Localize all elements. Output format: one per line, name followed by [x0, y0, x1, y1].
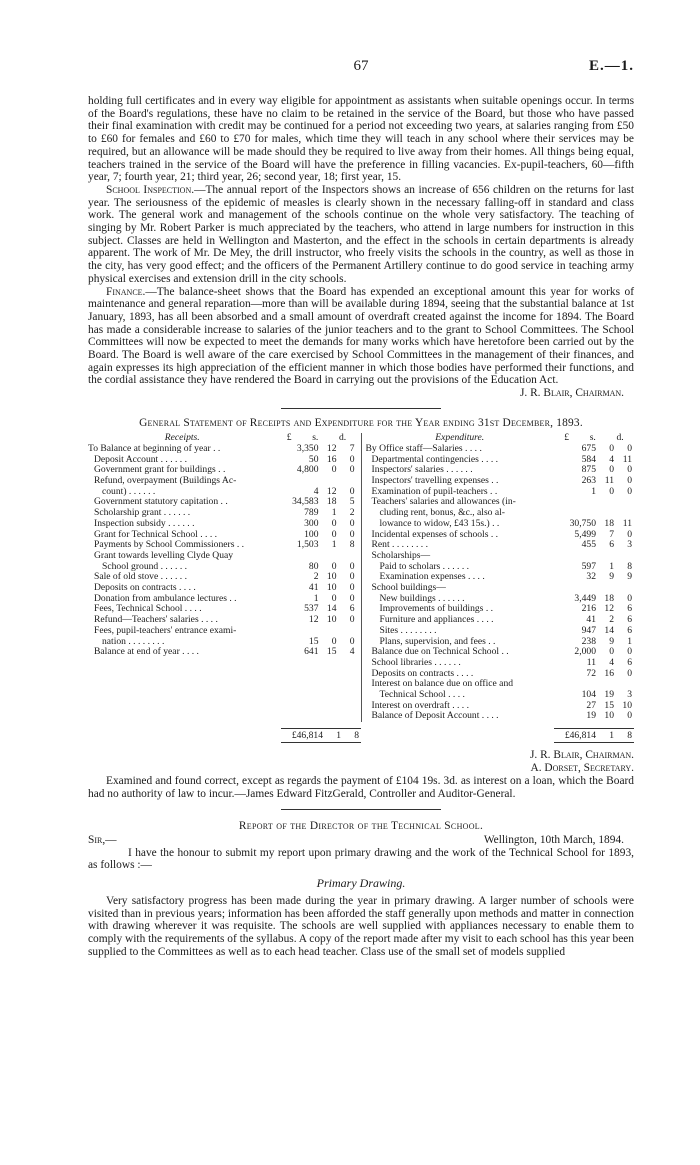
amount-shillings: 0 — [331, 528, 337, 540]
expenditure-column — [362, 433, 635, 722]
amount-pence: 3 — [627, 539, 632, 551]
amount-pounds: 12 — [308, 614, 319, 626]
amount-shillings: 10 — [604, 710, 614, 722]
item-amount — [277, 444, 357, 455]
item-description: Balance at end of year . . . . — [94, 647, 199, 658]
amount-pence: 0 — [349, 464, 355, 476]
item-amount — [277, 551, 357, 562]
amount-pence: 6 — [627, 624, 632, 636]
item-amount — [277, 626, 357, 637]
item-amount — [277, 519, 357, 530]
amount-pounds: 675 — [581, 442, 596, 454]
amount-shillings: 10 — [326, 614, 337, 626]
item-description: nation . . . . . . . . — [102, 636, 165, 647]
amount-pounds: 455 — [581, 539, 596, 551]
receipts-rows — [88, 444, 357, 658]
item-description: Rent . . . . . . . . — [371, 540, 428, 551]
item-description: School buildings— — [371, 583, 446, 594]
item-description: Government grant for buildings . . — [94, 465, 226, 476]
paragraph-school-inspection — [88, 184, 634, 286]
item-description: Deposits on contracts . . . . — [94, 583, 196, 594]
item-description: School libraries . . . . . . — [371, 657, 461, 668]
audit-note: Examined and found correct, except as regards the payment of £104 19s. 3d. as interest on a loan, which the Board had no authority of law to incur.—James Edward FitzGerald, Controller and Auditor-General. — [88, 775, 634, 800]
section-subheading: Primary Drawing. — [316, 875, 406, 890]
expenditure-row — [366, 444, 635, 455]
statement-totals — [88, 728, 634, 743]
paragraph-teachers: holding full certificates and in every way eligible for appointment as assistants when suitable openings occur. In terms of the Board's regulations, these have no claim to be retained in the service of the Board, but those who have passed their final examination with credit may be continued for a period not exceeding two years, at salaries ranging from £50 to £60 for females and £60 to £70 for males, which time they will teach in any school where their services may be required, but an allowance will be made should they be required to live away from their homes. All things being equal, teachers trained in the service of the Board will have the preference in filling vacancies. Ex-pupil-teachers, 60—fifth year, 7; fourth year, 21; third year, 26; second year, 18; first year, 15. — [88, 95, 634, 184]
amount-pounds: 41 — [308, 582, 319, 594]
amount-shillings: 12 — [604, 603, 614, 615]
amount-shillings: 0 — [609, 646, 614, 658]
salutation-line — [88, 834, 634, 847]
signature-chairman: J. R. Blair, Chairman. — [519, 387, 624, 400]
item-description: To Balance at beginning of year . . — [88, 443, 221, 454]
expenditure-rows — [366, 444, 635, 722]
pence-label: d. — [338, 432, 347, 444]
expenditure-total-cell — [361, 728, 634, 743]
amount-pounds: 30,750 — [569, 517, 596, 529]
signature-secretary: A. Dorset, Secretary. — [530, 762, 634, 775]
amount-pence: 11 — [622, 517, 632, 529]
amount-shillings — [319, 551, 337, 562]
amount-pence: 9 — [627, 571, 632, 583]
amount-pounds: 584 — [581, 453, 596, 465]
amount-shillings: 15 — [326, 646, 337, 658]
item-description: Refund—Teachers' salaries . . . . — [94, 615, 218, 626]
expenditure-row — [366, 487, 635, 498]
amount-pounds: 50 — [308, 453, 319, 465]
amount-pence — [614, 497, 632, 508]
expenditure-row — [366, 551, 635, 562]
item-description: Fees, pupil-teachers' entrance exami- — [94, 625, 237, 636]
amount-pence: 0 — [349, 453, 355, 465]
amount-pounds: 238 — [581, 635, 596, 647]
amount-shillings — [319, 626, 337, 637]
item-amount — [554, 519, 634, 530]
document-reference: E.—1. — [588, 58, 634, 74]
item-description: Sites . . . . . . . . — [379, 625, 437, 636]
amount-pounds: 4,800 — [296, 464, 319, 476]
amount-pounds: 216 — [581, 603, 596, 615]
amount-shillings: 16 — [604, 667, 614, 679]
amount-shillings: 16 — [326, 453, 337, 465]
amount-pounds: 100 — [304, 528, 319, 540]
statement-title: General Statement of Receipts and Expenditure for the Year ending 31st December, 1893. — [139, 417, 583, 430]
amount-pence: 0 — [627, 646, 632, 658]
amount-pence: 0 — [627, 464, 632, 476]
amount-pounds: 300 — [304, 517, 319, 529]
amount-shillings: 7 — [609, 528, 614, 540]
amount-shillings: 10 — [326, 571, 337, 583]
total-pounds: £46,814 — [291, 730, 323, 742]
item-amount — [277, 465, 357, 476]
receipts-column — [88, 433, 362, 722]
item-description: Technical School . . . . — [379, 690, 465, 701]
page-number: 67 — [353, 58, 369, 74]
amount-pounds: 947 — [581, 624, 596, 636]
amount-pence: 10 — [622, 699, 632, 711]
expenditure-row — [366, 711, 635, 722]
amount-pence — [337, 626, 355, 637]
amount-pounds: 4 — [313, 485, 319, 497]
amount-pounds: 34,583 — [292, 496, 319, 508]
amount-pounds — [277, 626, 319, 637]
amount-shillings: 14 — [326, 603, 337, 615]
amount-pence: 0 — [349, 485, 355, 497]
amount-shillings: 0 — [331, 560, 337, 572]
amount-pounds — [277, 476, 319, 487]
item-amount — [277, 540, 357, 551]
item-description: Furniture and appliances . . . . — [379, 615, 494, 626]
divider — [281, 809, 441, 810]
amount-shillings: 0 — [609, 485, 614, 497]
amount-pence: 0 — [627, 474, 632, 486]
amount-pence: 0 — [627, 528, 632, 540]
amount-pounds: 875 — [581, 464, 596, 476]
receipt-row — [88, 551, 357, 562]
amount-pounds: 597 — [581, 560, 596, 572]
signature-block — [88, 749, 634, 775]
expenditure-row — [366, 669, 635, 680]
amount-pence: 5 — [349, 496, 355, 508]
total-shillings: 1 — [336, 730, 341, 742]
amount-pounds: 1 — [591, 485, 596, 497]
amount-pence: 0 — [349, 614, 355, 626]
item-description: By Office staff—Salaries . . . . — [365, 443, 482, 454]
amount-shillings — [596, 497, 614, 508]
item-description: Inspectors' salaries . . . . . . — [371, 465, 473, 476]
amount-shillings: 0 — [609, 442, 614, 454]
amount-shillings: 11 — [604, 474, 614, 486]
total-pence: 8 — [354, 730, 359, 742]
shillings-label: s. — [589, 432, 596, 444]
item-description: Deposit Account . . . . . . — [94, 454, 187, 465]
amount-pence: 0 — [349, 560, 355, 572]
item-description: Government statutory capitation . . — [94, 497, 228, 508]
amount-pence: 2 — [349, 507, 355, 519]
item-amount — [554, 711, 634, 722]
document-body — [88, 95, 634, 958]
amount-shillings: 9 — [609, 635, 614, 647]
section-lead: School Inspection. — [106, 183, 195, 196]
item-description: Inspection subsidy . . . . . . — [94, 518, 195, 529]
item-description: Scholarship grant . . . . . . — [94, 508, 191, 519]
amount-pence: 7 — [349, 442, 355, 454]
amount-pence: 4 — [349, 646, 355, 658]
amount-pence: 6 — [627, 614, 632, 626]
receipt-row — [88, 647, 357, 658]
amount-shillings: 12 — [326, 442, 337, 454]
amount-shillings: 4 — [609, 453, 614, 465]
total-pence: 8 — [627, 730, 632, 742]
amount-shillings: 1 — [331, 539, 337, 551]
amount-pounds: 32 — [586, 571, 596, 583]
item-description: School ground . . . . . . — [102, 561, 188, 572]
item-description: Balance due on Technical School . . — [371, 647, 509, 658]
divider — [281, 408, 441, 409]
amount-pence — [337, 551, 355, 562]
item-description: Examination of pupil-teachers . . — [371, 486, 498, 497]
paragraph-text: —The balance-sheet shows that the Board has expended an exceptional amount this year for works of maintenance and general reparation—more than will be available during 1894, seeing that the substantial balance at 1st January, 1893, has all been absorbed and a small amount of overdraft created against the income for 1894. The Board has made a considerable increase to salaries of the junior teachers and to the grant to School Committees. The School Committees will now be expected to meet the demands for many works which have heretofore been carried out by the Board. The Board is well aware of the care exercised by School Committees in the management of their finances, and again expresses its high appreciation of the efficient manner in which those bodies have performed their functions, and the cordial assistance they have rendered the Board in carrying out the provisions of the Education Act. — [88, 285, 634, 387]
amount-pounds: 789 — [304, 507, 319, 519]
place-date: Wellington, 10th March, 1894. — [483, 833, 624, 846]
amount-pence: 0 — [349, 517, 355, 529]
item-description: lowance to widow, £43 15s.) . . — [379, 518, 500, 529]
report-title: Report of the Director of the Technical School. — [238, 819, 484, 832]
expenditure-row — [366, 572, 635, 583]
amount-pounds: 1 — [313, 592, 319, 604]
amount-pence: 8 — [627, 560, 632, 572]
pence-label: d. — [616, 432, 624, 444]
amount-shillings: 0 — [331, 517, 337, 529]
receipts-heading: Receipts. — [164, 432, 200, 444]
expenditure-row — [366, 497, 635, 508]
item-description: Sale of old stove . . . . . . — [94, 572, 187, 583]
amount-pounds: 11 — [586, 656, 596, 668]
amount-shillings: 18 — [604, 517, 614, 529]
item-description: Balance of Deposit Account . . . . — [371, 711, 499, 722]
report-intro: I have the honour to submit my report upon primary drawing and the work of the Technical School for 1893, as follows :— — [88, 846, 634, 872]
item-description: New buildings . . . . . . — [379, 593, 465, 604]
amount-shillings: 0 — [609, 464, 614, 476]
amount-pounds: 72 — [586, 667, 596, 679]
report-paragraph: Very satisfactory progress has been made during the year in primary drawing. A larger number of schools were visited than in previous years; information has been afforded the staff generally upon methods and matter in connection with drawing wherever it was requisite. The schools are well supplied with appliances necessary to enable them to comply with the requirements of the syllabus. A copy of the report made after my visit to each school has this year been supplied to the Committees as well as to each head teacher. Class use of the small set of models supplied — [88, 894, 634, 958]
amount-shillings: 9 — [609, 571, 614, 583]
amount-pence: 6 — [349, 603, 355, 615]
item-description: Departmental contingencies . . . . — [371, 454, 499, 465]
amount-pence: 0 — [627, 592, 632, 604]
item-description: Fees, Technical School . . . . — [94, 604, 202, 615]
amount-shillings: 0 — [331, 635, 337, 647]
amount-pounds: 2,000 — [574, 646, 596, 658]
item-amount — [554, 540, 634, 551]
amount-pence: 0 — [627, 485, 632, 497]
paragraph-text: —The annual report of the Inspectors shows an increase of 656 children on the returns for last year. The seriousness of the epidemic of measles is clearly shown in the necessary falling-off in standard and class work. The general work and management of the schools continue on the whole very satisfactory. The teaching of singing by Mr. Robert Parker is much appreciated by the teachers, who attend in large numbers for instruction in this subject. Classes are held in Wellington and Masterton, and the effect in the schools in certain departments is already apparent. The work of Mr. De Mey, the drill instructor, who freely visits the schools in the country, as well as those in the city, has very good effect; and the officers of the Permanent Artillery continue to do good service in teaching army physical exercises and extension drill in the city schools. — [88, 183, 634, 285]
item-description: Inspectors' travelling expenses . . — [371, 475, 499, 486]
amount-pounds: 5,499 — [574, 528, 596, 540]
amount-shillings: 18 — [604, 592, 614, 604]
item-amount — [554, 497, 634, 508]
amount-shillings: 14 — [604, 624, 614, 636]
expenditure-total — [554, 728, 634, 743]
amount-pounds — [554, 551, 596, 562]
amount-shillings: 12 — [326, 485, 337, 497]
item-amount — [277, 647, 357, 658]
expenditure-row — [366, 519, 635, 530]
section-lead: Finance. — [106, 285, 146, 298]
expenditure-row — [366, 540, 635, 551]
amount-pounds: 80 — [308, 560, 319, 572]
expenditure-heading: Expenditure. — [435, 432, 485, 444]
receipt-row — [88, 615, 357, 626]
item-description: Payments by School Commissioners . . — [94, 540, 245, 551]
item-amount — [554, 572, 634, 583]
amount-pence: 0 — [349, 592, 355, 604]
amount-pence: 0 — [349, 582, 355, 594]
amount-pounds: 1,503 — [296, 539, 319, 551]
amount-pounds: 41 — [586, 614, 596, 626]
amount-pence: 3 — [627, 689, 632, 701]
amount-pence: 11 — [622, 453, 632, 465]
item-description: Donation from ambulance lectures . . — [94, 593, 237, 604]
receipt-row — [88, 540, 357, 551]
signature-chairman-2: J. R. Blair, Chairman. — [529, 749, 634, 762]
shillings-label: s. — [312, 432, 319, 444]
item-amount — [277, 615, 357, 626]
paragraph-finance — [88, 286, 634, 388]
amount-pence: 1 — [627, 635, 632, 647]
amount-shillings: 1 — [609, 560, 614, 572]
amount-pence — [614, 551, 632, 562]
amount-shillings: 6 — [609, 539, 614, 551]
amount-pence: 0 — [627, 442, 632, 454]
page-header — [88, 58, 634, 78]
item-amount — [554, 487, 634, 498]
amount-pence: 6 — [627, 656, 632, 668]
expenditure-row — [366, 626, 635, 637]
item-amount — [554, 626, 634, 637]
amount-shillings: 0 — [331, 464, 337, 476]
amount-shillings: 4 — [609, 656, 614, 668]
amount-pence: 0 — [627, 667, 632, 679]
item-description: Paid to scholars . . . . . . — [379, 561, 470, 572]
pounds-label: £ — [564, 432, 570, 444]
amount-shillings: 0 — [331, 592, 337, 604]
receipt-row — [88, 465, 357, 476]
item-description: Interest on balance due on office and — [371, 679, 514, 690]
item-description: cluding rent, bonus, &c., also al- — [379, 508, 505, 519]
amount-pounds: 2 — [313, 571, 319, 583]
amount-pounds — [554, 497, 596, 508]
item-description: Deposits on contracts . . . . — [371, 668, 474, 679]
amount-pounds: 104 — [581, 689, 596, 701]
amount-shillings: 2 — [609, 614, 614, 626]
amount-pence: 0 — [349, 528, 355, 540]
item-description: count) . . . . . . — [102, 486, 156, 497]
amount-pence: 0 — [349, 635, 355, 647]
amount-pence: 0 — [627, 710, 632, 722]
amount-pounds: 27 — [586, 699, 596, 711]
salutation: Sir,— — [88, 833, 117, 846]
amount-pounds: 537 — [304, 603, 319, 615]
amount-shillings: 15 — [604, 699, 614, 711]
amount-pence: 6 — [627, 603, 632, 615]
amount-pence: 0 — [349, 571, 355, 583]
item-description: Incidental expenses of schools . . — [371, 529, 499, 540]
receipt-row — [88, 444, 357, 455]
item-description: Examination expenses . . . . — [379, 572, 485, 583]
receipts-total-cell — [88, 728, 361, 743]
receipt-row — [88, 626, 357, 637]
amount-pence: 8 — [349, 539, 355, 551]
receipts-total — [281, 728, 361, 743]
amount-pounds: 15 — [308, 635, 319, 647]
amount-shillings — [596, 551, 614, 562]
item-description: Interest on overdraft . . . . — [371, 700, 470, 711]
item-description: Refund, overpayment (Buildings Ac- — [94, 475, 237, 486]
total-shillings: 1 — [609, 730, 614, 742]
item-description: Plans, supervision, and fees . . — [379, 636, 496, 647]
amount-pounds — [277, 551, 319, 562]
amount-pounds: 19 — [586, 710, 596, 722]
financial-statement — [88, 433, 634, 722]
item-description: Teachers' salaries and allowances (in- — [371, 497, 516, 508]
amount-pounds: 263 — [581, 474, 596, 486]
item-amount — [554, 669, 634, 680]
receipt-row — [88, 519, 357, 530]
amount-pounds: 3,350 — [296, 442, 319, 454]
amount-pounds: 3,449 — [574, 592, 596, 604]
total-pounds: £46,814 — [564, 730, 596, 742]
amount-shillings: 18 — [326, 496, 337, 508]
item-description: Grant towards levelling Clyde Quay — [94, 550, 234, 561]
item-amount — [554, 551, 634, 562]
item-description: Scholarships— — [371, 550, 431, 561]
amount-shillings: 1 — [331, 507, 337, 519]
amount-pounds: 641 — [304, 646, 319, 658]
item-description: Improvements of buildings . . — [379, 604, 494, 615]
item-description: Grant for Technical School . . . . — [94, 529, 218, 540]
amount-shillings: 10 — [326, 582, 337, 594]
item-amount — [554, 444, 634, 455]
pounds-label: £ — [286, 432, 292, 444]
amount-shillings: 19 — [604, 689, 614, 701]
